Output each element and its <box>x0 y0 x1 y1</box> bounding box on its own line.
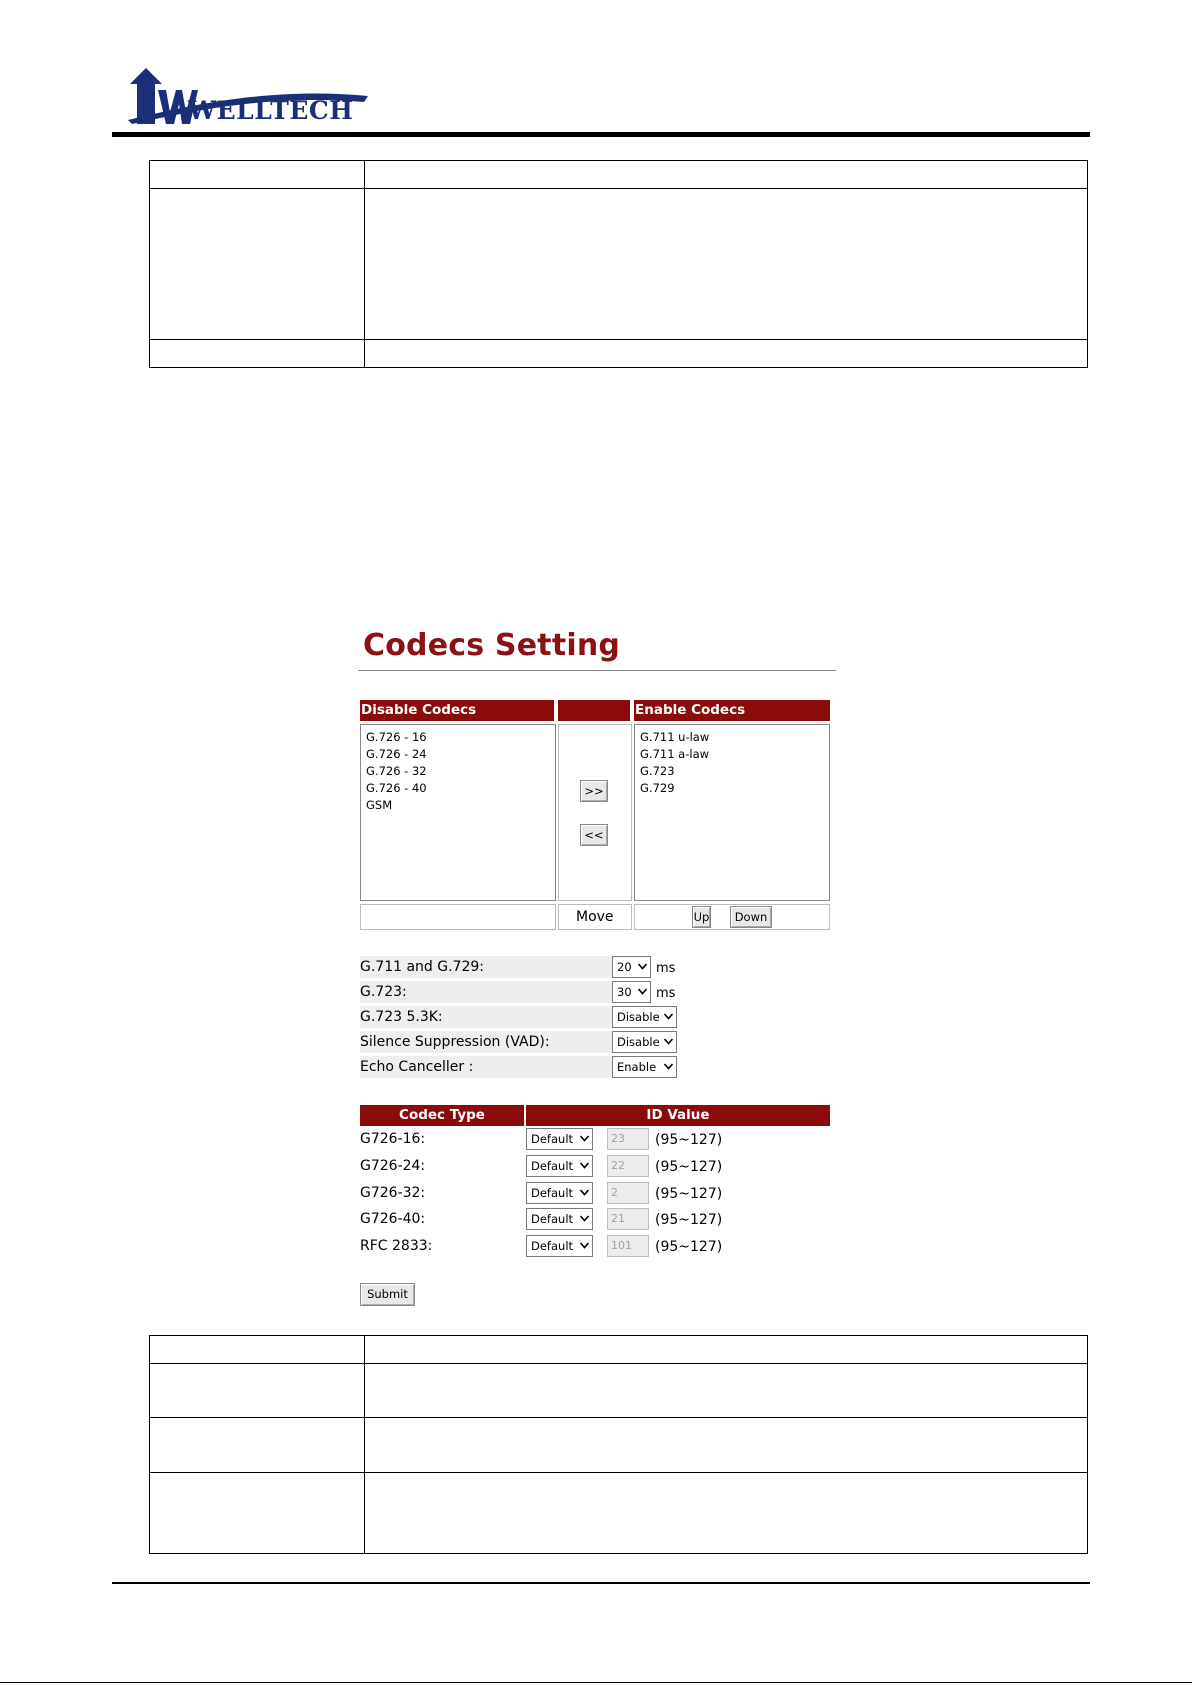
codec-id-mode-select[interactable] <box>526 1235 593 1257</box>
doc-table-bottom <box>149 1335 1088 1554</box>
option-row <box>360 1056 612 1078</box>
codec-type-label: G726-40: <box>360 1211 426 1227</box>
option-row <box>360 1031 612 1053</box>
id-range-label: (95~127) <box>655 1212 723 1228</box>
select-value: Default <box>531 1186 574 1200</box>
list-item[interactable]: G.726 - 40 <box>366 781 427 795</box>
move-buttons-cell <box>558 724 632 901</box>
id-range-label: (95~127) <box>655 1186 723 1202</box>
select-value: Disable <box>617 1035 660 1049</box>
unit-label: ms <box>656 961 676 976</box>
move-column-header <box>558 700 630 721</box>
doc-cell <box>150 189 365 340</box>
doc-cell <box>365 1473 1088 1554</box>
empty-cell <box>360 904 556 930</box>
doc-table-top <box>149 160 1088 368</box>
submit-button[interactable]: Submit <box>360 1283 415 1306</box>
list-item[interactable]: G.726 - 24 <box>366 747 427 761</box>
page-bottom-rule <box>0 1682 1192 1683</box>
chevron-down-icon <box>580 1189 589 1196</box>
footer-rule <box>112 1582 1090 1584</box>
chevron-down-icon <box>638 988 647 995</box>
chevron-down-icon <box>664 1013 673 1020</box>
select-value: 30 <box>617 985 632 999</box>
doc-cell <box>365 1364 1088 1418</box>
chevron-down-icon <box>664 1063 673 1070</box>
codec-type-label: RFC 2833: <box>360 1238 433 1254</box>
option-row <box>360 956 612 978</box>
option-label: Echo Canceller : <box>360 1059 474 1075</box>
move-label: Move <box>576 909 614 925</box>
list-item[interactable]: G.726 - 32 <box>366 764 427 778</box>
doc-cell <box>365 189 1088 340</box>
codec-type-label: G726-32: <box>360 1185 426 1201</box>
list-item[interactable]: G.729 <box>640 781 675 795</box>
move-down-button[interactable]: Down <box>730 906 772 928</box>
chevron-down-icon <box>580 1135 589 1142</box>
g723-53k-select[interactable] <box>612 1006 677 1028</box>
enable-codecs-header: Enable Codecs <box>634 700 830 721</box>
brand-name: WELLTECH <box>188 96 354 125</box>
move-up-button[interactable]: Up <box>692 906 711 928</box>
codec-id-input[interactable]: 101 <box>607 1235 649 1257</box>
id-range-label: (95~127) <box>655 1239 723 1255</box>
select-value: Default <box>531 1159 574 1173</box>
id-value-header: ID Value <box>526 1105 830 1126</box>
title-divider <box>358 670 836 671</box>
select-value: Default <box>531 1132 574 1146</box>
packet-time-g711-select[interactable] <box>612 956 651 978</box>
list-item[interactable]: GSM <box>366 798 393 812</box>
list-item[interactable]: G.711 u-law <box>640 730 710 744</box>
doc-cell <box>150 161 365 189</box>
codec-type-header: Codec Type <box>360 1105 524 1126</box>
codec-id-mode-select[interactable] <box>526 1182 593 1204</box>
codec-id-input[interactable]: 2 <box>607 1182 649 1204</box>
codec-id-mode-select[interactable] <box>526 1208 593 1230</box>
disable-codecs-header: Disable Codecs <box>360 700 554 721</box>
select-value: Disable <box>617 1010 660 1024</box>
option-label: G.711 and G.729: <box>360 959 484 975</box>
codec-type-label: G726-16: <box>360 1131 426 1147</box>
select-value: Default <box>531 1239 574 1253</box>
doc-cell <box>150 1336 365 1364</box>
doc-cell <box>150 340 365 368</box>
doc-cell <box>150 1418 365 1473</box>
list-item[interactable]: G.711 a-law <box>640 747 710 761</box>
doc-cell <box>150 1364 365 1418</box>
select-value: Default <box>531 1212 574 1226</box>
header-rule <box>112 132 1090 137</box>
codec-id-input[interactable]: 22 <box>607 1155 649 1177</box>
option-label: Silence Suppression (VAD): <box>360 1034 550 1050</box>
option-row <box>360 981 612 1003</box>
list-item[interactable]: G.726 - 16 <box>366 730 427 744</box>
chevron-down-icon <box>580 1162 589 1169</box>
chevron-down-icon <box>580 1215 589 1222</box>
select-value: 20 <box>617 960 632 974</box>
echo-canceller-select[interactable] <box>612 1056 677 1078</box>
codec-type-label: G726-24: <box>360 1158 426 1174</box>
vad-select[interactable] <box>612 1031 677 1053</box>
codec-id-input[interactable]: 21 <box>607 1208 649 1230</box>
chevron-down-icon <box>638 963 647 970</box>
codec-id-input[interactable]: 23 <box>607 1128 649 1150</box>
id-range-label: (95~127) <box>655 1132 723 1148</box>
select-value: Enable <box>617 1060 657 1074</box>
id-range-label: (95~127) <box>655 1159 723 1175</box>
option-row <box>360 1006 612 1028</box>
doc-cell <box>365 1418 1088 1473</box>
page-title: Codecs Setting <box>363 628 621 663</box>
disabled-codecs-list[interactable] <box>360 724 556 901</box>
move-left-button[interactable]: << <box>580 824 608 846</box>
unit-label: ms <box>656 986 676 1001</box>
enabled-codecs-list[interactable] <box>634 724 830 901</box>
move-right-button[interactable]: >> <box>580 780 608 802</box>
chevron-down-icon <box>580 1242 589 1249</box>
doc-cell <box>365 161 1088 189</box>
packet-time-g723-select[interactable] <box>612 981 651 1003</box>
option-label: G.723: <box>360 984 407 1000</box>
codec-id-mode-select[interactable] <box>526 1155 593 1177</box>
doc-cell <box>365 340 1088 368</box>
list-item[interactable]: G.723 <box>640 764 675 778</box>
doc-cell <box>365 1336 1088 1364</box>
codec-id-mode-select[interactable] <box>526 1128 593 1150</box>
doc-cell <box>150 1473 365 1554</box>
chevron-down-icon <box>664 1038 673 1045</box>
option-label: G.723 5.3K: <box>360 1009 443 1025</box>
